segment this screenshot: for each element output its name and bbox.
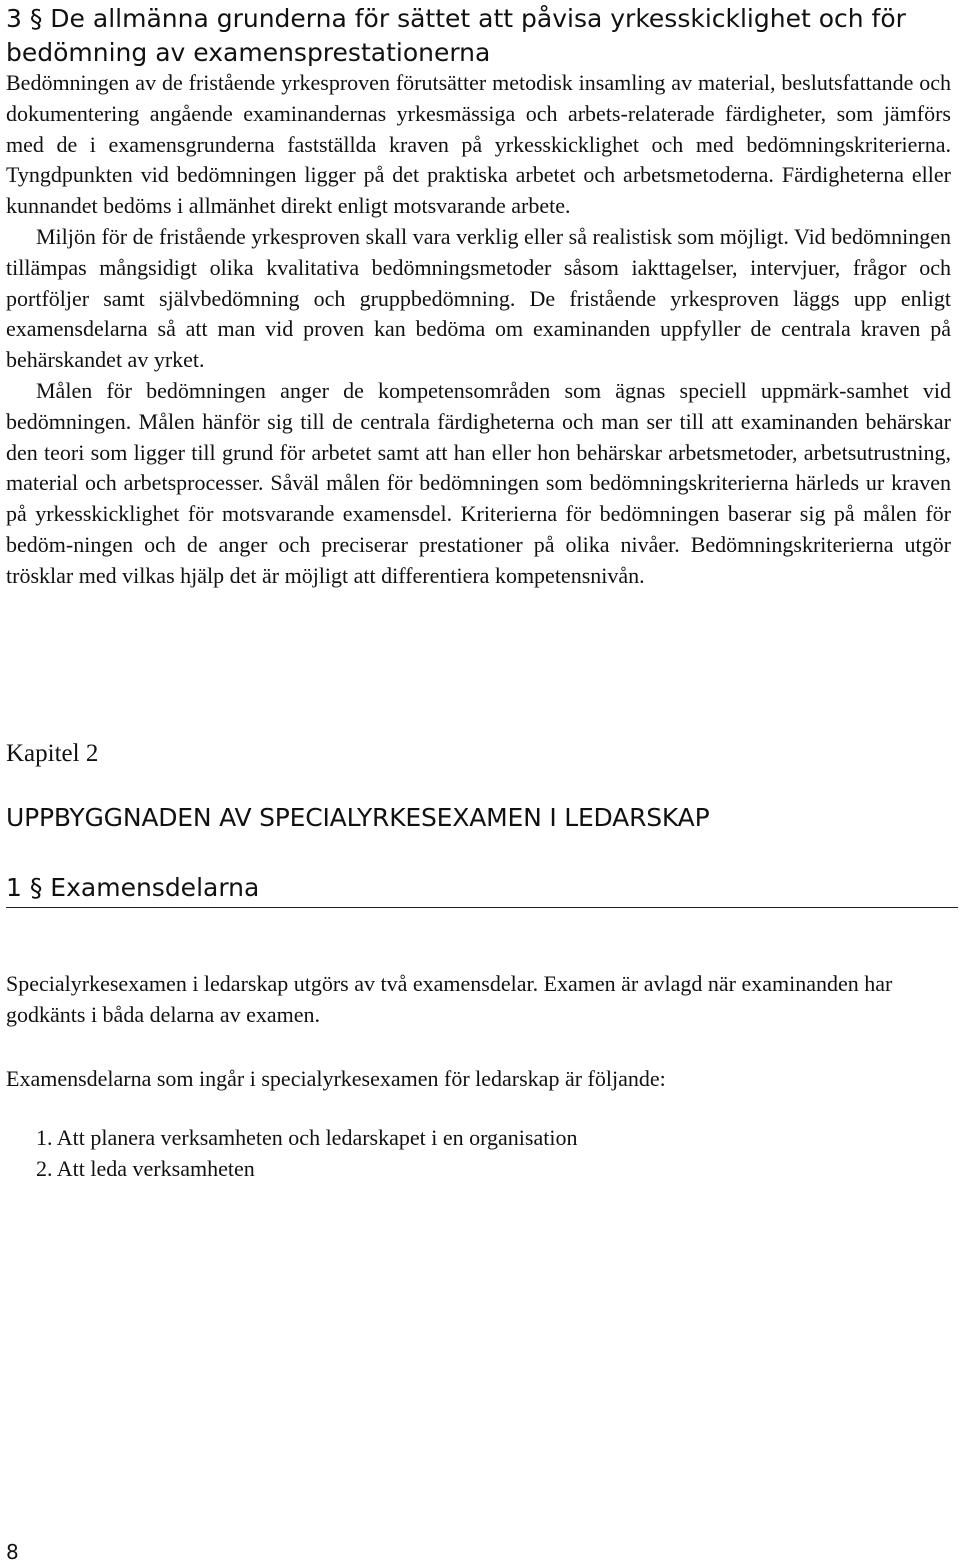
paragraph-assessment-goals: Målen för bedömningen anger de kompetensområden som ägnas speciell uppmärk-samhet vid bedömningen. Målen hänför sig till de centrala färdigheterna och man ser till att examinanden behärskar den teori som ligger till grund för arbetet samt att han eller hon behärskar arbetsmetoder, arbetsutrustning, material och arbetsprocesser. Såväl målen för bedömningen som bedömningskriterierna härleds ur kraven på yrkesskicklighet för motsvarande examensdel. Kriterierna för bedömningen baserar sig på målen för bedöm-ningen och de anger och preciserar prestationer på olika nivåer. Bedömningskriterierna utgör trösklar med vilkas hjälp det är möjligt att differentiera kompetensnivån. — [6, 377, 951, 588]
paragraph-test-environment: Miljön för de fristående yrkesproven skall vara verklig eller så realistisk som möjligt. Vid bedömningen tillämpas mångsidigt olika kvalitativa bedömningsmetoder såsom iakttagelser, intervjuer, frågor och portföljer samt självbedömning och gruppbedömning. De fristående yrkesproven läggs upp enligt examensdelarna så att man vid proven kan bedöma om examinanden uppfyller de centrala kraven på behärskandet av yrket. — [6, 223, 951, 373]
chapter-title: UPPBYGGNADEN AV SPECIALYRKESEXAMEN I LEDARSKAP — [6, 803, 710, 832]
heading-divider — [6, 907, 958, 908]
paragraph-assessment-basis: Bedömningen av de fristående yrkesproven förutsätter metodisk insamling av material, beslutsfattande och dokumentering angående examinandernas yrkesmässiga och arbets-relaterade färdigheter, som jämförs med de i examensgrunderna fastställda kraven på yrkesskicklighet och med bedömningskriterierna. Tyngdpunkten vid bedömningen ligger på det praktiska arbetet och arbetsmetoderna. Färdigheterna eller kunnandet bedöms i allmänhet direkt enligt motsvarande arbete. — [6, 70, 951, 219]
sub-heading: 1 § Examensdelarna — [6, 873, 260, 902]
list-item: 1. Att planera verksamheten och ledarskapet i en organisation — [36, 1125, 578, 1150]
paragraph-list-intro: Examensdelarna som ingår i specialyrkesexamen för ledarskap är följande: — [6, 1066, 666, 1091]
exam-parts-list — [36, 1122, 577, 1184]
page-number: 8 — [6, 1540, 19, 1564]
section-heading: 3 § De allmänna grunderna för sättet att påvisa yrkesskicklighet och för bedömning av examensprestationerna — [6, 4, 906, 67]
section-body — [6, 68, 951, 592]
paragraph-exam-intro: Specialyrkesexamen i ledarskap utgörs av två examensdelar. Examen är avlagd när examinanden har godkänts i båda delarna av examen. — [6, 971, 893, 1027]
chapter-label: Kapitel 2 — [6, 740, 99, 767]
list-item: 2. Att leda verksamheten — [36, 1156, 255, 1181]
